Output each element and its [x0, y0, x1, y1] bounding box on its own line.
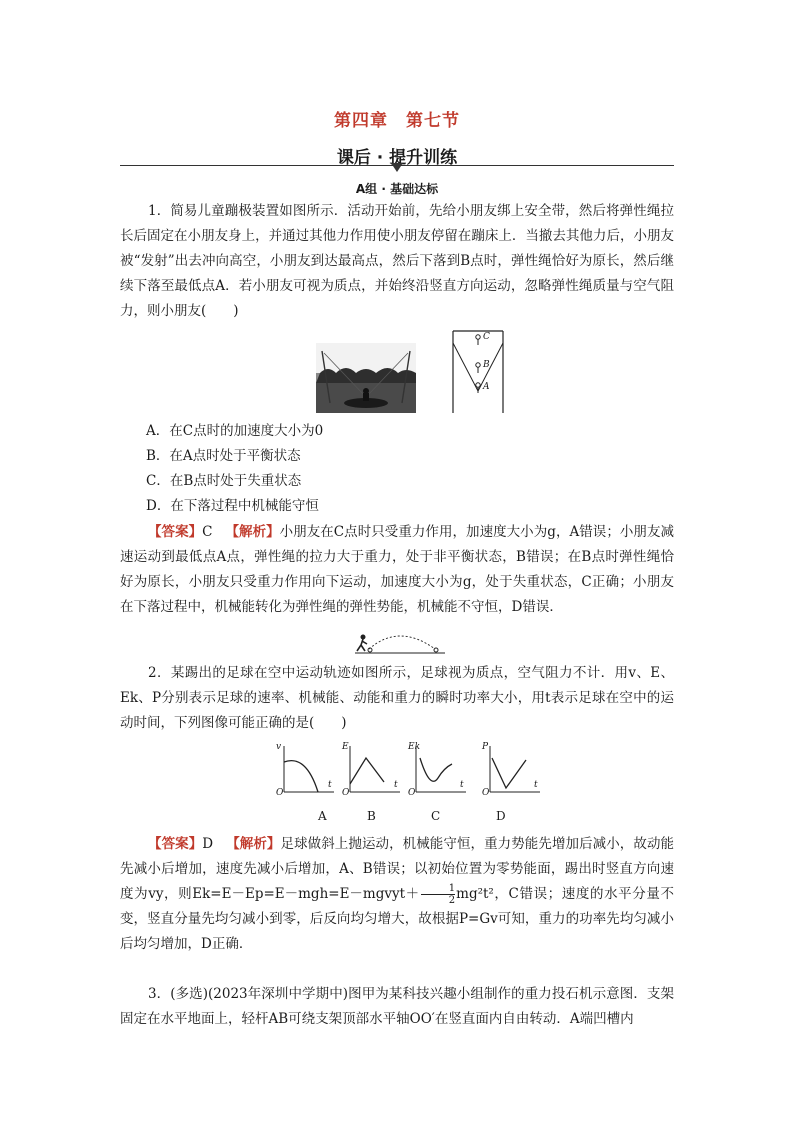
answer-tag: 【答案】: [148, 524, 203, 540]
graph-d-origin: O: [482, 788, 490, 798]
graph-b-x-label: t: [394, 780, 398, 790]
graph-a-y-label: v: [276, 742, 282, 752]
graph-a: [276, 744, 336, 796]
chapter-title: 第四章 第七节: [334, 111, 460, 131]
fraction-denominator: 2: [448, 895, 456, 906]
q1-solution: [120, 520, 674, 620]
q1-option-b: B．在A点时处于平衡状态: [146, 448, 301, 464]
graph-b: [342, 744, 402, 796]
graph-a-x-label: t: [328, 780, 332, 790]
question-2-stem: 2．某踢出的足球在空中运动轨迹如图所示，足球视为质点，空气阻力不计．用v、E、Ek、P分别表示足球的速率、机械能、动能和重力的瞬时功率大小，用t表示足球在空中的运动时间，下列图像可能正确的是( ): [120, 665, 674, 731]
answer-value: D: [202, 836, 214, 852]
graph-d-y-label: P: [482, 742, 489, 752]
question-3: [120, 982, 674, 1032]
analysis-text: 小朋友在C点时只受重力作用，加速度大小为g，A错误；小朋友减速运动到最低点A点，弹性绳的拉力大于重力，处于非平衡状态，B错误；在B点时弹性绳恰好为原长，小朋友只受重力作用向下运动，加速度大小为g，处于失重状态，C正确；小朋友在下落过程中，机械能转化为弹性绳的弹性势能，机械能不守恒，D错误．: [120, 524, 674, 615]
graph-d: [482, 744, 542, 796]
q1-option-a: A．在C点时的加速度大小为0: [146, 423, 324, 439]
graph-a-origin: O: [276, 788, 284, 798]
analysis-tag: 【解析】: [225, 524, 280, 540]
graph-c-x-label: t: [460, 780, 464, 790]
graph-b-y-label: E: [342, 742, 349, 752]
analysis-text-2: mg²t²，C错误；速度的水平分量不变，竖直分量先均匀减小到零，后反向均匀增大，故根据P=Gv可知，重力的功率先均匀减小后均匀增加，D正确．: [120, 886, 674, 952]
graph-label-b: B: [367, 809, 376, 823]
analysis-tag: 【解析】: [226, 836, 281, 852]
question-1-stem: 1．简易儿童蹦极装置如图所示．活动开始前，先给小朋友绑上安全带，然后将弹性绳拉长后固定在小朋友身上，并通过其他力作用使小朋友停留在蹦床上．当撤去其他力后，小朋友被“发射”出去冲向高空，小朋友到达最高点，然后下落到B点时，弹性绳恰好为原长，然后继续下落至最低点A．若小朋友可视为质点，并始终沿竖直方向运动，忽略弹性绳质量与空气阻力，则小朋友( ): [120, 203, 674, 319]
q2-solution: [120, 832, 674, 957]
fraction-numerator: 1: [421, 883, 455, 895]
graph-label-c: C: [431, 809, 441, 823]
bungee-photo: [316, 343, 416, 413]
group-heading: A组 · 基础达标: [355, 182, 439, 196]
graph-c-origin: O: [408, 788, 416, 798]
graph-d-x-label: t: [534, 780, 538, 790]
fraction: [421, 883, 455, 906]
graph-b-origin: O: [342, 788, 350, 798]
question-1: [120, 199, 674, 324]
question-2: [120, 661, 674, 736]
answer-tag: 【答案】: [148, 836, 203, 852]
analysis-text-1: 足球做斜上抛运动，机械能守恒，重力势能先增加后减小，故动能先减小后增加，速度先减小后增加，A、B错误；以初始位置为零势能面，踢出时竖直方向速度为vy，则Ek=E－Ep=E－mgh=E－mgvyt＋: [120, 836, 675, 902]
q1-option-d: D．在下落过程中机械能守恒: [146, 498, 319, 514]
section-subtitle: 课后 · 提升训练: [336, 148, 458, 168]
point-label-a: A: [483, 382, 490, 392]
question-3-stem: 3．(多选)(2023年深圳中学期中)图甲为某科技兴趣小组制作的重力投石机示意图．支架固定在水平地面上，轻杆AB可绕支架顶部水平轴OO′在竖直面内自由转动．A端凹槽内: [120, 986, 674, 1027]
football-trajectory-figure: [355, 629, 445, 657]
graph-c: [408, 744, 468, 796]
graph-c-y-label: Ek: [408, 742, 421, 752]
q1-option-c: C．在B点时处于失重状态: [146, 473, 302, 489]
point-label-b: B: [483, 360, 490, 370]
bungee-diagram: [450, 329, 506, 415]
rule-triangle-icon: [391, 163, 403, 172]
graph-label-a: A: [318, 809, 327, 823]
graph-label-d: D: [496, 809, 506, 823]
answer-value: C: [202, 524, 213, 540]
point-label-c: C: [483, 332, 490, 342]
